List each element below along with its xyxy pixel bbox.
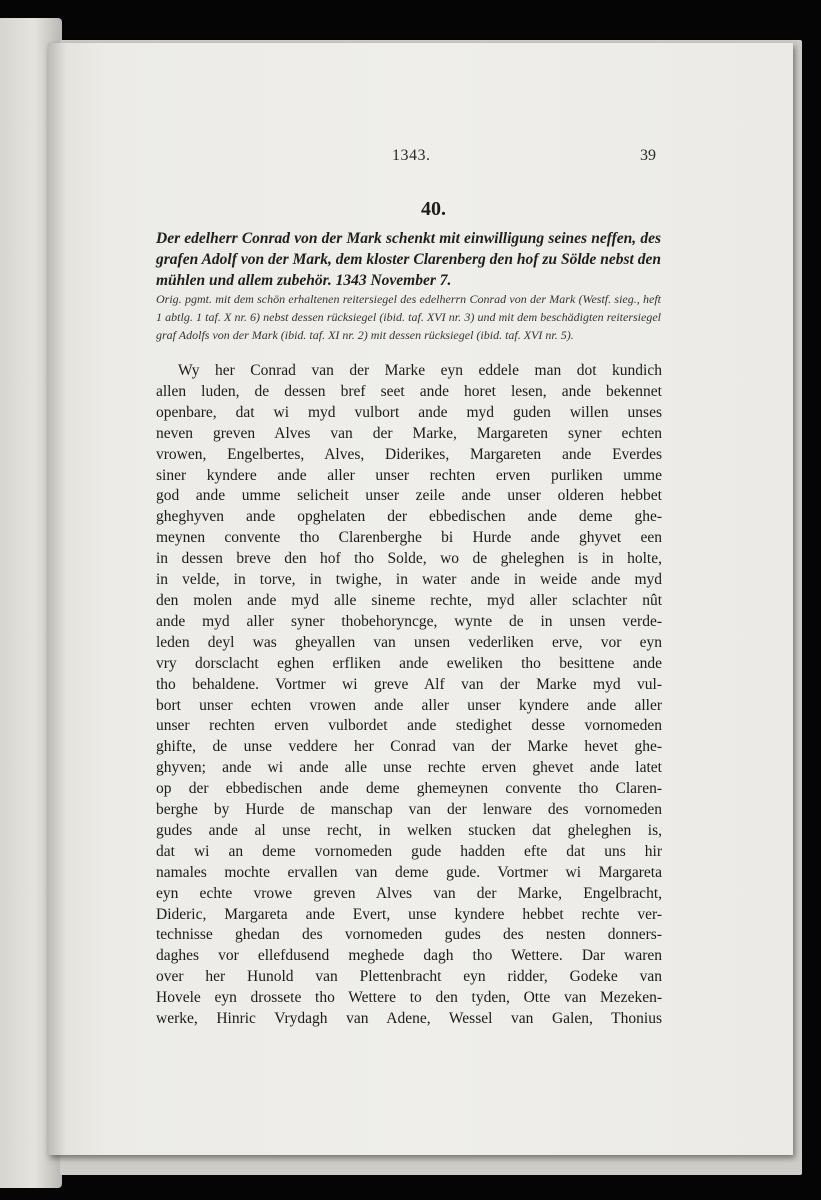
- text-line: vry dorsclacht eghen erfliken ande eweliken tho besittene ande: [156, 654, 662, 672]
- source-note: Orig. pgmt. mit dem schön erhaltenen reitersiegel des edelherrn Conrad von der Mark (Westf. sieg., heft 1 abtlg. 1 taf. X nr. 6) nebst dessen rücksiegel (ibid. taf. XVI nr. 3) und mit dem beschädigten reitersiegel graf Adolfs von der Mark (ibid. taf. XI nr. 2) mit dessen rücksiegel (ibid. taf. XVI nr. 5).: [156, 292, 661, 342]
- text-line: meynen convente tho Clarenberghe bi Hurde ande ghyvet een: [156, 529, 662, 547]
- text-line: gudes ande al unse recht, in welken stucken dat gheleghen is,: [156, 821, 662, 839]
- text-line: in dessen breve den hof tho Solde, wo de gheleghen is in holte,: [156, 550, 662, 568]
- running-head-year: 1343.: [392, 147, 431, 164]
- text-line: namales mochte ervallen van deme gude. Vortmer wi Margareta: [156, 863, 662, 881]
- running-head: [48, 147, 793, 167]
- text-line: siner kyndere ande aller unser rechten erven purliken umme: [156, 466, 662, 484]
- text-line: neven greven Alves van der Marke, Margareten syner echten: [156, 424, 662, 442]
- charter-text: [156, 361, 662, 1030]
- text-line: leden deyl was gheyallen van unsen vederliken erve, vor eyn: [156, 633, 662, 651]
- text-line: ghyven; ande wi ande alle unse rechte erven ghevet ande latet: [156, 759, 662, 777]
- document-number: 40.: [421, 198, 446, 220]
- text-line: gheghyven ande opghelaten der ebbedischen ande deme ghe-: [156, 508, 662, 526]
- text-line: den molen ande myd alle sineme rechte, myd aller sclachter nût: [156, 591, 662, 609]
- text-line: berghe by Hurde de manschap van der lenware des vornomeden: [156, 801, 662, 819]
- text-line: openbare, dat wi myd vulbort ande myd guden willen unses: [156, 403, 662, 421]
- text-line: in velde, in torve, in twighe, in water ande in weide ande myd: [156, 571, 662, 589]
- text-line: eyn echte vrowe greven Alves van der Marke, Engelbracht,: [156, 884, 662, 902]
- text-line: allen luden, de dessen bref seet ande horet lesen, ande bekennet: [156, 382, 662, 400]
- text-line: technisse ghedan des vornomeden gudes des nesten donners-: [156, 926, 662, 944]
- text-line: bort unser echten vrowen ande aller unser kyndere ande aller: [156, 696, 662, 714]
- text-line: daghes vor ellefdusend meghede dagh tho Wettere. Dar waren: [156, 947, 662, 965]
- text-line: ande myd aller syner thobehoryncge, wynte de in unsen verde-: [156, 612, 662, 630]
- text-line: dat wi an deme vornomeden gude hadden efte dat uns hir: [156, 842, 662, 860]
- text-line: unser rechten erven vulbordet ande stedighet desse vornomeden: [156, 717, 662, 735]
- text-line: over her Hunold van Plettenbracht eyn ridder, Godeke van: [156, 968, 662, 986]
- text-line: Dideric, Margareta ande Evert, unse kyndere hebbet rechte ver-: [156, 905, 662, 923]
- text-line: tho behaldene. Vortmer wi greve Alf van der Marke myd vul-: [156, 675, 662, 693]
- regest-summary: Der edelherr Conrad von der Mark schenkt mit einwilligung seines neffen, des grafen Adolf von der Mark, dem kloster Clarenberg den hof zu Sölde nebst den mühlen und allem zubehör. 1343 November 7.: [156, 230, 661, 289]
- text-line: Hovele eyn drossete tho Wettere to den tyden, Otte van Mezeken-: [156, 989, 662, 1007]
- text-line: Wy her Conrad van der Marke eyn eddele man dot kundich: [178, 362, 662, 379]
- page-number: 39: [640, 147, 656, 164]
- book-page: [48, 43, 793, 1155]
- text-line: werke, Hinric Vrydagh van Adene, Wessel van Galen, Thonius: [156, 1010, 662, 1028]
- text-line: ghifte, de unse veddere her Conrad van der Marke hevet ghe-: [156, 738, 662, 756]
- text-line: god ande umme selicheit unser zeile ande unser olderen hebbet: [156, 487, 662, 505]
- text-line: vrowen, Engelbertes, Alves, Diderikes, Margareten ande Everdes: [156, 445, 662, 463]
- text-line: op der ebbedischen ande deme ghemeynen convente tho Claren-: [156, 780, 662, 798]
